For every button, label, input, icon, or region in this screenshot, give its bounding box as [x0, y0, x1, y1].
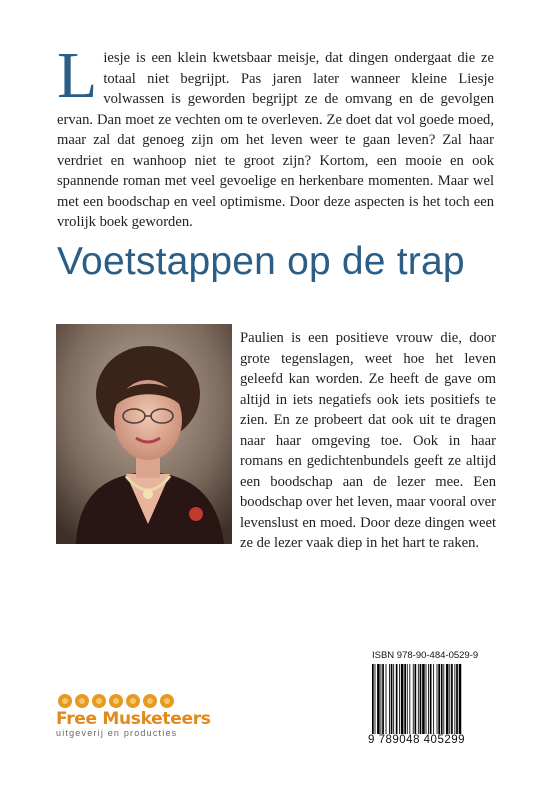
- musketeer-icon: [58, 694, 72, 708]
- musketeer-icons: [58, 694, 216, 708]
- publisher-tagline: uitgeverij en producties: [56, 728, 178, 738]
- back-cover-blurb: [57, 39, 494, 233]
- barcode-bars: [368, 664, 494, 734]
- author-photo: [56, 324, 232, 544]
- isbn-digits: 9 789048 405299: [368, 734, 466, 746]
- book-title: Voetstappen op de trap: [57, 240, 465, 283]
- musketeer-icon: [126, 694, 140, 708]
- musketeer-icon: [160, 694, 174, 708]
- drop-cap: L: [57, 39, 98, 112]
- author-bio: Paulien is een positieve vrouw die, door grote tegenslagen, weet hoe het leven geleefd kan worden. Ze heeft de gave om altijd in iets negatiefs ook iets positiefs te zien. En ze probeert dat ook uit te dragen naar haar omgeving toe. Ook in haar romans en gedichtenbundels geeft ze altijd een boodschap aan de lezer mee. Een boodschap over het leven, maar vooral over levenslust en moed. Door deze dingen weet ze de lezer vaak diep in het hart te raken.: [240, 330, 496, 551]
- isbn-label: ISBN 978-90-484-0529-9: [372, 650, 479, 661]
- musketeer-icon: [92, 694, 106, 708]
- blurb-text: iesje is een klein kwetsbaar meisje, dat dingen ondergaat die ze totaal niet begrijpt. Pas jaren later wanneer kleine Liesje volwassen is geworden begrijpt ze de omvang en de gevolgen ervan. Dan moet ze vechten om te overleven. Ze doet dat vol goede moed, maar zal dat genoeg zijn om het leven weer te gaan leven? Zal haar verdriet en wanhoop niet te groot zijn? Kortom, een mooie en ook spannende roman met veel gevoelige en herkenbare momenten. Maar wel met een boodschap en veel optimisme. Door deze aspecten is het toch een vrolijk boek geworden.: [57, 50, 494, 230]
- publisher-name: Free Musketeers: [56, 709, 211, 729]
- isbn-barcode: [368, 650, 494, 748]
- musketeer-icon: [109, 694, 123, 708]
- musketeer-icon: [143, 694, 157, 708]
- publisher-logo: [56, 694, 216, 750]
- musketeer-icon: [75, 694, 89, 708]
